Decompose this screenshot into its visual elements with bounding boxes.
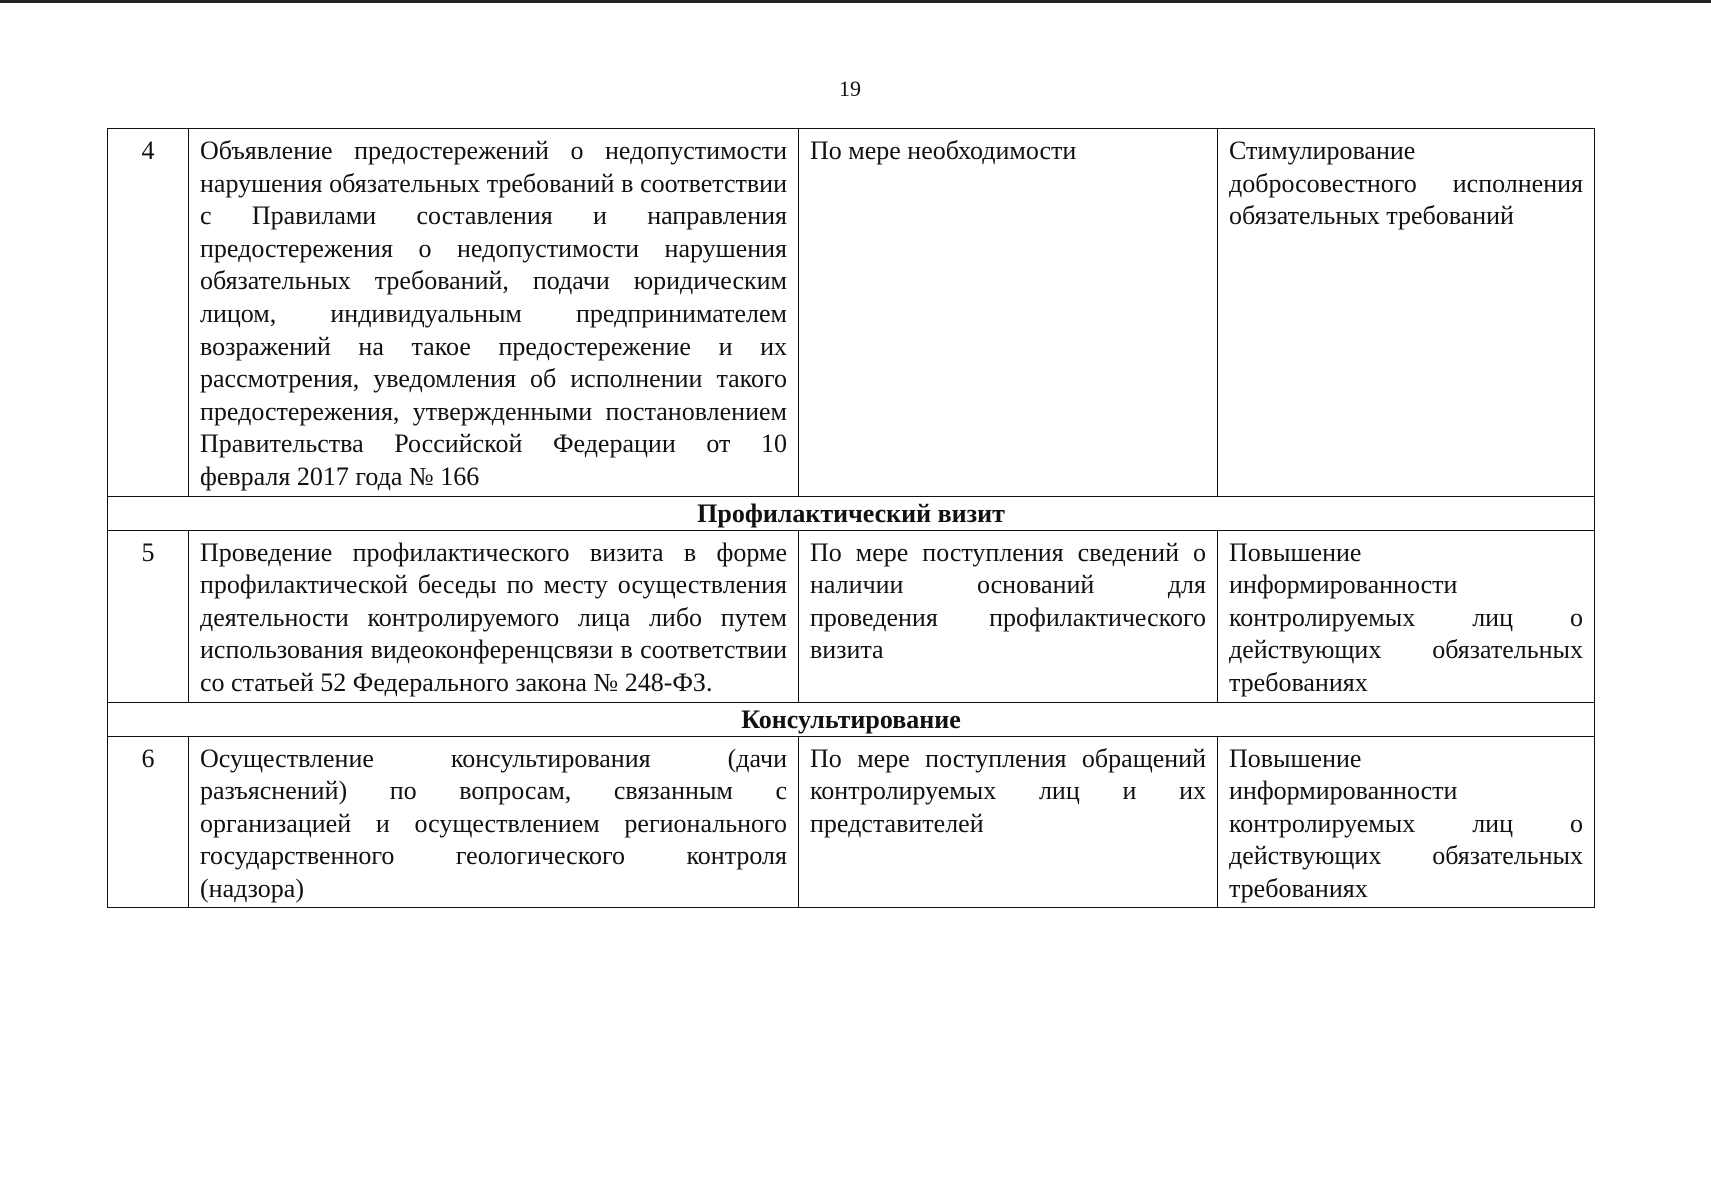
activity-cell: Объявление предостережений о недопустимости нарушения обязательных требований в соответствии с Правилами составления и направления предостережения о недопустимости нарушения обязательных требований, подачи юридическим лицом, индивидуальным предпринимателем возражений на такое предостережение и их рассмотрения, уведомления об исполнении такого предостережения, утвержденными постановлением Правительства Российской Федерации от 10 февраля 2017 года № 166 — [189, 129, 799, 497]
activity-cell: Осуществление консультирования (дачи разъяснений) по вопросам, связанным с организацией и осуществлением регионального государственного геологического контроля (надзора) — [189, 736, 799, 908]
section-row — [108, 496, 1595, 530]
section-heading: Консультирование — [108, 702, 1595, 736]
result-cell: Стимулирование добросовестного исполнения обязательных требований — [1218, 129, 1595, 497]
row-number: 4 — [108, 129, 189, 497]
table-row — [108, 129, 1595, 497]
result-cell: Повышение информированности контролируемых лиц о действующих обязательных требованиях — [1218, 736, 1595, 908]
activity-cell: Проведение профилактического визита в форме профилактической беседы по месту осуществления деятельности контролируемого лица либо путем использования видеоконференцсвязи в соответствии со статьей 52 Федерального закона № 248-ФЗ. — [189, 530, 799, 702]
timing-cell: По мере поступления сведений о наличии оснований для проведения профилактического визита — [799, 530, 1218, 702]
section-row — [108, 702, 1595, 736]
row-number: 6 — [108, 736, 189, 908]
table-row — [108, 736, 1595, 908]
row-number: 5 — [108, 530, 189, 702]
measures-table — [107, 128, 1595, 908]
timing-cell: По мере необходимости — [799, 129, 1218, 497]
result-cell: Повышение информированности контролируемых лиц о действующих обязательных требованиях — [1218, 530, 1595, 702]
section-heading: Профилактический визит — [108, 496, 1595, 530]
timing-cell: По мере поступления обращений контролируемых лиц и их представителей — [799, 736, 1218, 908]
page-number: 19 — [839, 76, 861, 101]
scan-top-edge — [0, 0, 1711, 3]
table-row — [108, 530, 1595, 702]
